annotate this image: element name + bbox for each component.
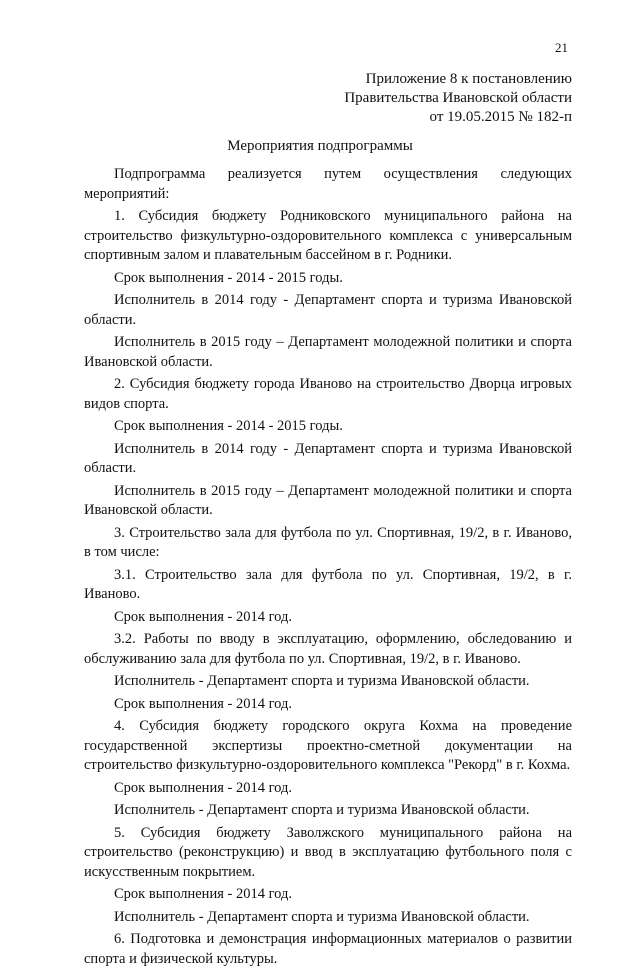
paragraph: Исполнитель в 2014 году - Департамент спорта и туризма Ивановской области. xyxy=(84,292,572,328)
document-body xyxy=(84,165,572,969)
paragraph: Подпрограмма реализуется путем осуществления следующих мероприятий: xyxy=(84,166,572,202)
paragraph: 1. Субсидия бюджету Родниковского муниципального района на строительство физкультурно-оздоровительного комплекса с универсальным спортивным залом и плавательным бассейном в г. Родники. xyxy=(84,208,572,263)
paragraph: Срок выполнения - 2014 - 2015 годы. xyxy=(114,418,343,434)
paragraph: 5. Субсидия бюджету Заволжского муниципального района на строительство (реконструкцию) и ввод в эксплуатацию футбольного поля с искусственным покрытием. xyxy=(84,824,572,880)
paragraph: Исполнитель в 2015 году – Департамент молодежной политики и спорта Ивановской области. xyxy=(84,482,572,518)
paragraph: Срок выполнения - 2014 год. xyxy=(114,886,292,902)
paragraph: Исполнитель - Департамент спорта и туризма Ивановской области. xyxy=(114,908,530,925)
appendix-header xyxy=(344,70,572,127)
paragraph: Срок выполнения - 2014 год. xyxy=(114,695,292,712)
header-line-2: Правительства Ивановской области xyxy=(344,90,572,106)
paragraph: Срок выполнения - 2014 - 2015 годы. xyxy=(114,269,343,286)
paragraph: Исполнитель в 2015 году – Департамент молодежной политики и спорта Ивановской области. xyxy=(84,334,572,370)
paragraph: Срок выполнения - 2014 год. xyxy=(114,779,292,796)
paragraph: 4. Субсидия бюджету городского округа Кохма на проведение государственной экспертизы проектно-сметной документации на строительство физкультурно-оздоровительного комплекса "Рекорд" в г. Кохма. xyxy=(84,718,572,773)
header-line-1: Приложение 8 к постановлению xyxy=(365,71,572,87)
page-number: 21 xyxy=(555,40,568,55)
paragraph: 3.1. Строительство зала для футбола по ул. Спортивная, 19/2, в г. Иваново. xyxy=(84,566,572,602)
paragraph: 2. Субсидия бюджету города Иваново на строительство Дворца игровых видов спорта. xyxy=(84,376,572,412)
paragraph: Исполнитель в 2014 году - Департамент спорта и туризма Ивановской области. xyxy=(84,440,572,476)
paragraph: 3.2. Работы по вводу в эксплуатацию, оформлению, обследованию и обслуживанию зала для футбола по ул. Спортивная, 19/2, в г. Иваново. xyxy=(84,631,572,667)
paragraph: Исполнитель - Департамент спорта и туризма Ивановской области. xyxy=(114,802,530,818)
paragraph: Срок выполнения - 2014 год. xyxy=(114,608,292,625)
header-line-3: от 19.05.2015 № 182-п xyxy=(429,109,572,125)
paragraph: 3. Строительство зала для футбола по ул. Спортивная, 19/2, в г. Иваново, в том числе: xyxy=(84,524,572,560)
document-title: Мероприятия подпрограммы xyxy=(227,138,413,154)
paragraph: Исполнитель - Департамент спорта и туризма Ивановской области. xyxy=(114,673,530,689)
paragraph: 6. Подготовка и демонстрация информационных материалов о развитии спорта и физической культуры. xyxy=(84,931,572,967)
